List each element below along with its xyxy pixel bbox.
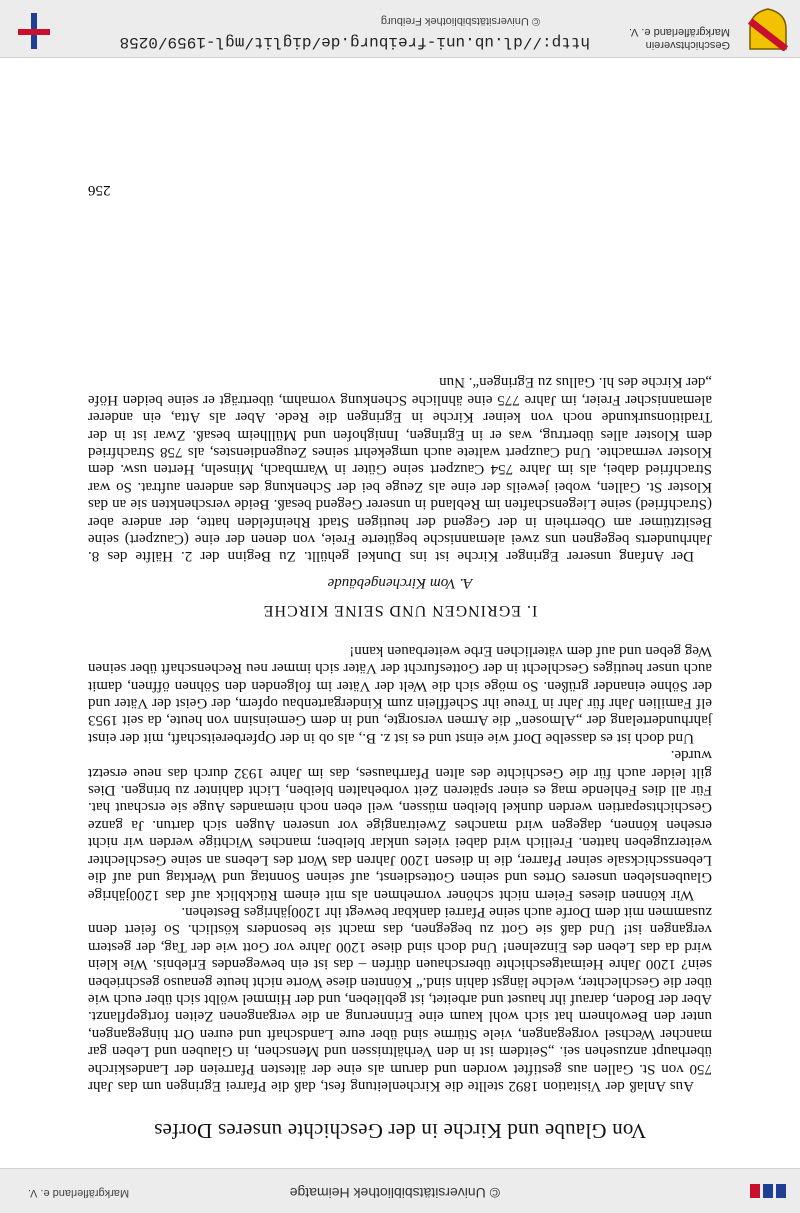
subsection-heading: A. Vom Kirchengebäude [327,575,473,592]
section-heading: I. EGRINGEN UND SEINE KIRCHE [262,602,538,620]
university-logo-icon [14,11,54,51]
intro-paragraph-2: Wir können dieses Feiern nicht schöner vornehmen als mit einem Rückblick auf das 1200jährige Glaubensleben unseres Ortes und seinen Gottesdienst, auf seinen Sonntag und Werktag und auf die Lebensschicksale seiner Pfarrer, die in diesen 1200 Jahren das Wort des Lebens an seine Geschlechter weiterzugeben hatten. Freilich wird dabei vieles unklar bleiben; manches Wichtige werden wir nicht ersehen können, dagegen wird manches Zweitrangige vor unseren Augen sich dartun. Ja ganze Geschichtsepartien werden dunkel bleiben müssen, weil eben noch niemandes Auge sie erschaut hat. Für all dies Fehlende mag es einer späteren Zeit vorbehalten bleiben, Licht dahinter zu bringen. Dies gilt leider auch für die Geschichte des alten Pfarrhauses, das im Jahre 1932 durch das neue ersetzt wurde. [88,747,712,903]
document-page [88,373,712,1143]
association-name: Markgräflerland e. V. [28,1187,130,1199]
intro-paragraph-1: Aus Anlaß der Visitation 1892 stellte die Kirchenleitung fest, daß die Pfarrei Egringen um das Jahr 750 von St. Gallen aus gestiftet worden und darum als eine der ältesten Pfarreien der Landeskirche überhaupt anzusehen sei. „Seitdem ist in den Verhältnissen und Menschen, in Glauben und Leben gar mancher Wechsel vorgegangen, viele Stürme sind über eure Landschaft und euren Ort hingegangen, unter den Bewohnern hat sich wohl kaum eine Erinnerung an die vergangenen Zeiten fortgepflanzt. Aber der Boden, darauf ihr hauset und arbeitet, ist geblieben, und der Himmel wölbt sich über euch wie über die Geschlechter, welche längst dahin sind.“ Könnten diese Worte nicht heute genauso geschrieben sein? 1200 Jahre Heimatgeschichte überschauen dürfen – das ist ein bewegendes Erlebnis. Wie klein wird da das Leben des Einzelnen! Und doch sind diese 1200 Jahre vor Gott wie der Tag, der gestern vergangen ist! Und daß sie Gott zu begegnen, das macht sie besonders köstlich. So feiert denn zusammen mit dem Dorfe auch seine Pfarrei dankbar bewegt ihr 1200jähriges Bestehen. [88,903,712,1094]
library-logo-icon [746,1175,790,1207]
license-credit: © Universitätsbibliothek Freiburg [380,15,540,27]
coat-of-arms-icon [748,7,788,51]
org-line-1: Geschichtsverein [645,39,730,51]
permalink-url[interactable]: http://dl.ub.uni-freiburg.de/diglit/mgl-1959/0258 [119,33,590,51]
page-title: Von Glaube und Kirche in der Geschichte unseres Dorfes [153,1119,647,1143]
org-line-2: Markgräflerland e. V. [628,26,730,38]
publisher-credit: © Universitätsbibliothek Heimatge [289,1185,500,1201]
intro-paragraph-3: Und doch ist es dasselbe Dorf wie einst und es ist z. B., als ob in der Opferbereitschaft, mit der einst jahrhundertelang der „Almosen“ die Armen versorgte, und in dem Gemeinsinn von heute, da seit 1953 elf Familien Jahr für Jahr in Treue ihr Schefflein zum Kindergartenbau opfern, der Geist der Väter und der Söhne einander grüßen. So möge sich die Welt der Väter im folgenden den Söhnen öffnen, damit auch unser heutiges Geschlecht in der Gottesfurcht der Väter sich immer neu Rechenschaft über seinen Weg geben und auf dem väterlichen Erbe weiterbauen kann! [88,642,712,746]
footer-bar [0,0,800,58]
page-number: 256 [88,182,111,198]
header-bar [0,1168,800,1213]
historical-society [629,25,730,51]
section-paragraph-1: Der Anfang unserer Egringer Kirche ist ins Dunkel gehüllt. Zu Beginn der 2. Hälfte des 8. Jahrhunderts begegnen uns zwei alemannische begüterte Freie, von denen der eine (Cauzpert) seine Besitztümer am Oberrhein in der Gegend der heutigen Stadt Rheinfelden hatte, der andere aber (Strachfried) seine Liegenschaften im Rebland in unserer Gegend besaß. Beide verschenkten sie an das Kloster St. Gallen, wobei jeweils der eine als Zeuge bei der Schenkung des anderen auftrat. So war Strachfried dabei, als im Jahre 754 Cauzpert seine Güter in Warmbach, Minseln, Herten usw. dem Kloster vermachte. Und Cauzpert waltete auch umgekehrt seines Zeugendienstes, als 758 Strachfried dem Kloster alles übertrug, was er in Egringen, Innighofen und Müllheim besaß. Zwar ist in der Traditionsurkunde noch von keiner Kirche in Egringen die Rede. Aber als Atta, ein anderer alemannischer Freier, im Jahre 775 eine ähnliche Schenkung vornahm, überträgt er seine beiden Höfe „der Kirche des hl. Gallus zu Egringen“. Nun [88,374,712,565]
